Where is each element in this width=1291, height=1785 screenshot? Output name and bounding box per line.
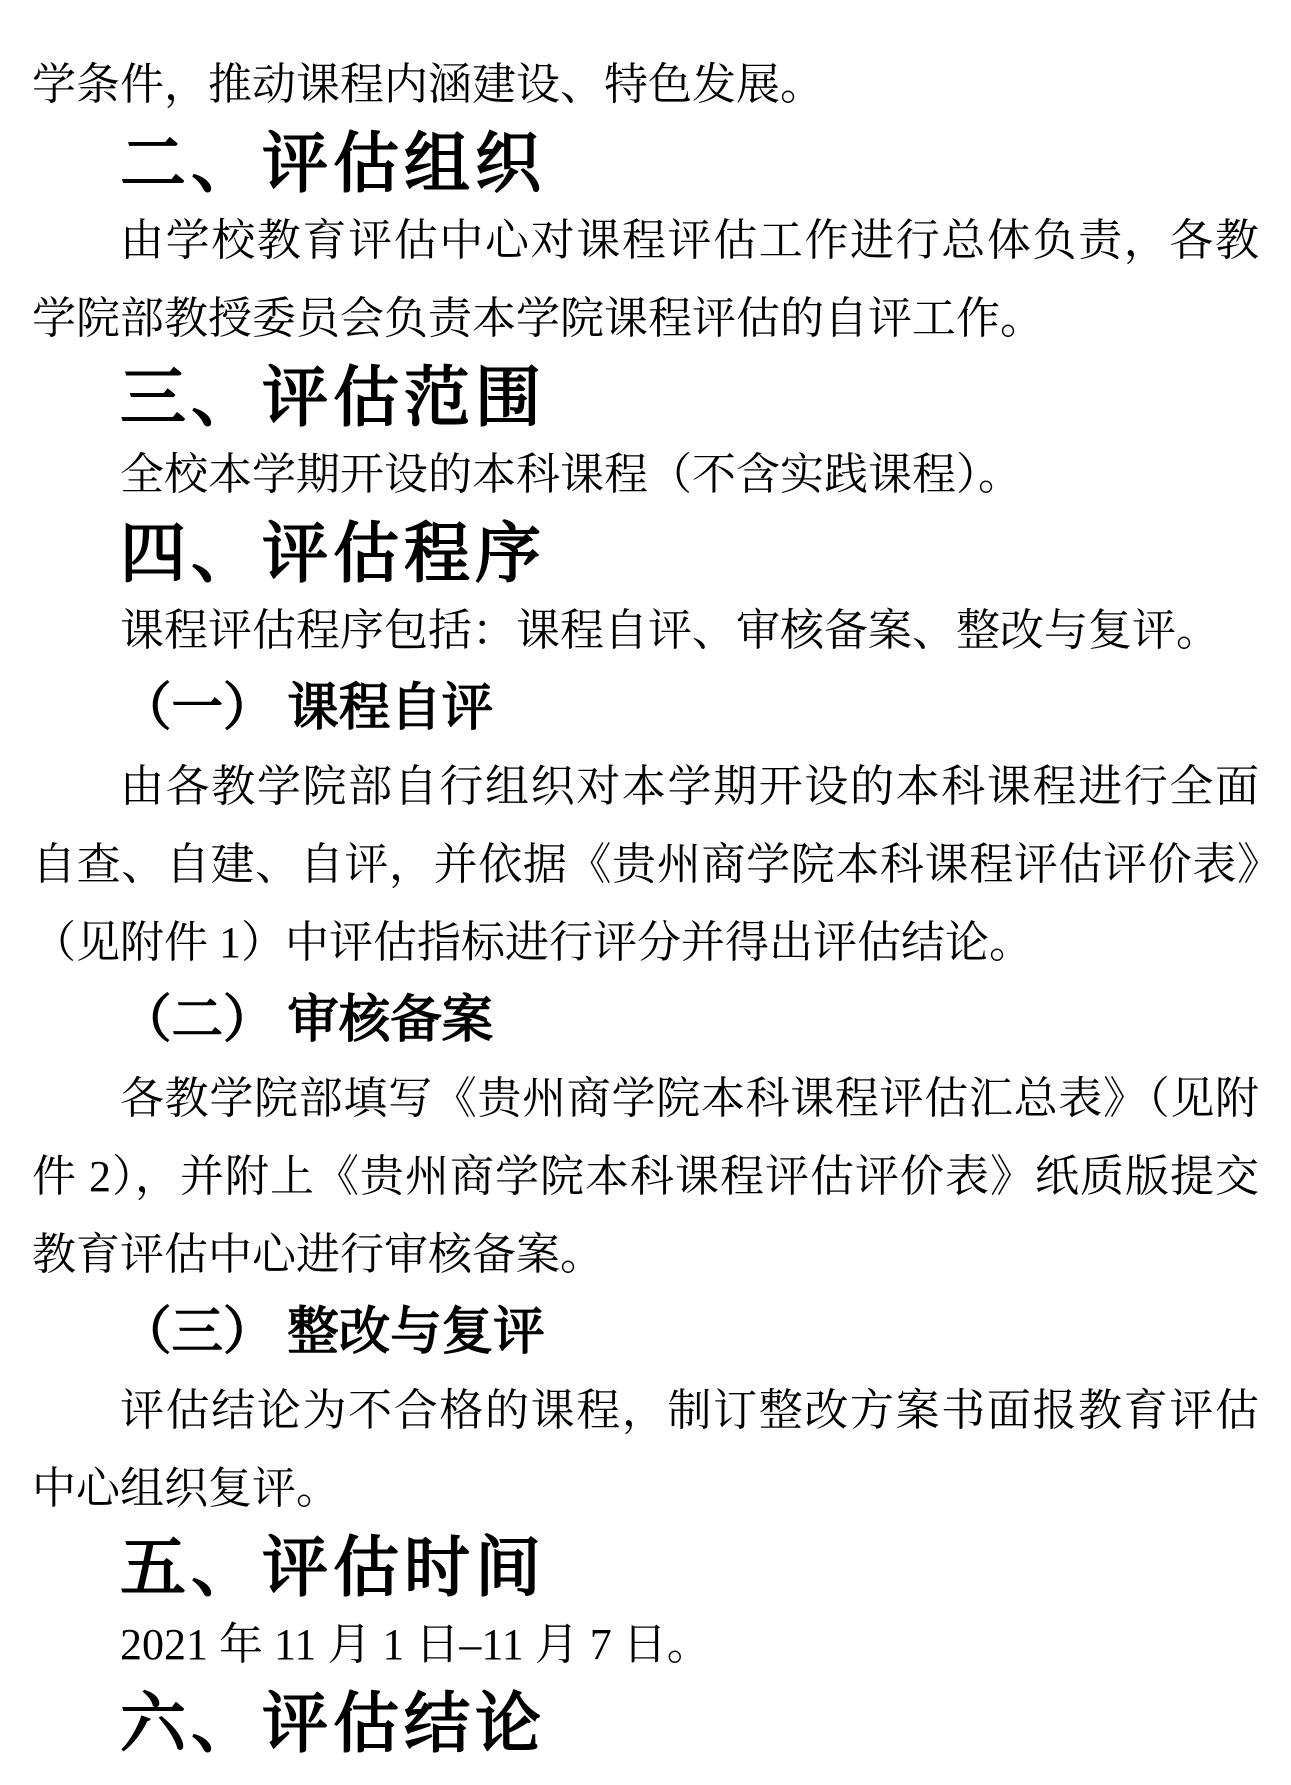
paragraph: 由各教学院部自行组织对本学期开设的本科课程进行全面自查、自建、自评，并依据《贵州商学院本科课程评估评价表》（见附件 1）中评估指标进行评分并得出评估结论。	[32, 762, 1259, 967]
section-heading-4: 四、评估程序	[120, 516, 546, 590]
sub-heading-4-3: （三） 整改与复评	[120, 1304, 545, 1361]
paragraph-continuation: 学条件，推动课程内涵建设、特色发展。	[32, 60, 824, 109]
section-heading-5: 五、评估时间	[120, 1530, 546, 1604]
sub-heading-4-1: （一） 课程自评	[120, 680, 494, 737]
section-heading-3: 三、评估范围	[120, 360, 546, 434]
section-heading-6: 六、评估结论	[120, 1686, 546, 1760]
paragraph: 评估结论为不合格的课程，制订整改方案书面报教育评估中心组织复评。	[32, 1386, 1259, 1513]
paragraph: 课程评估程序包括：课程自评、审核备案、整改与复评。	[120, 606, 1220, 655]
paragraph: 全校本学期开设的本科课程（不含实践课程）。	[120, 450, 1022, 499]
paragraph: 各教学院部填写《贵州商学院本科课程评估汇总表》（见附件 2），并附上《贵州商学院本科课程评估评价表》纸质版提交教育评估中心进行审核备案。	[32, 1074, 1259, 1279]
paragraph: 由学校教育评估中心对课程评估工作进行总体负责，各教学院部教授委员会负责本学院课程评估的自评工作。	[32, 216, 1259, 343]
paragraph: 2021 年 11 月 1 日–11 月 7 日。	[120, 1620, 711, 1669]
section-heading-2: 二、评估组织	[120, 126, 546, 200]
sub-heading-4-2: （二） 审核备案	[120, 992, 494, 1049]
